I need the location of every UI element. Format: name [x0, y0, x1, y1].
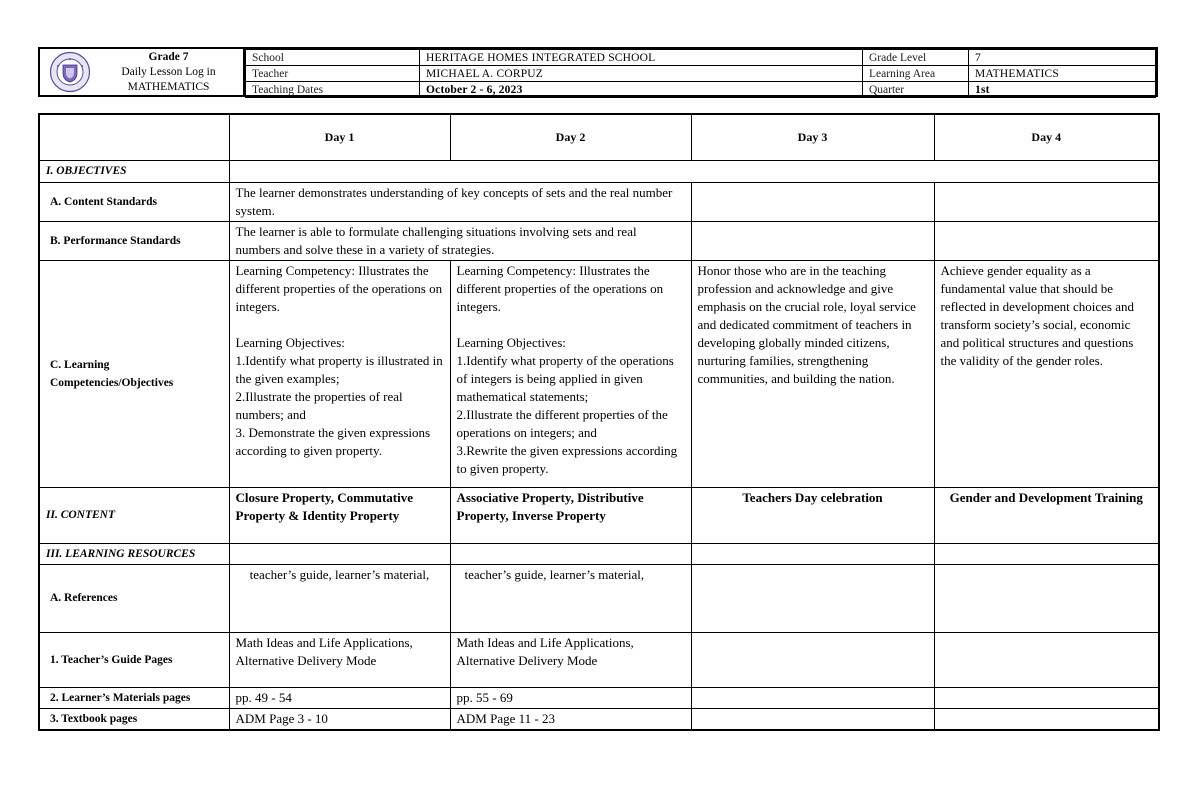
learners-materials-label: 2. Learner’s Materials pages [39, 687, 229, 708]
deped-seal-icon [40, 51, 100, 93]
title-log: Daily Lesson Log in [121, 65, 216, 78]
textbook-day1: ADM Page 3 - 10 [229, 708, 450, 730]
objectives-section-row [39, 160, 1159, 182]
performance-standards-day3 [691, 221, 934, 260]
textbook-day3 [691, 708, 934, 730]
lesson-log-table [38, 113, 1160, 731]
quarter-label: Quarter [863, 82, 969, 98]
resources-day4-blank [934, 543, 1159, 564]
resources-day3-blank [691, 543, 934, 564]
teachers-guide-day2: Math Ideas and Life Applications, Alternative Delivery Mode [450, 632, 691, 687]
blank-corner-cell [39, 114, 229, 160]
content-standards-day3 [691, 182, 934, 221]
header-info-table [245, 49, 1156, 98]
learning-area-label: Learning Area [863, 66, 969, 82]
comp-day2-line: 1.Identify what property of the operations of integers is being applied in given mathematical statements; [456, 352, 674, 404]
competencies-day4: Achieve gender equality as a fundamental value that should be reflected in development choices and transform society’s social, economic and political structures and questions the validity of the gender roles. [934, 260, 1159, 487]
learners-materials-day4 [934, 687, 1159, 708]
references-day2: teacher’s guide, learner’s material, [450, 564, 691, 632]
performance-standards-row [39, 221, 1159, 260]
performance-standards-text: The learner is able to formulate challenging situations involving sets and real numbers and solve these in a variety of strategies. [229, 221, 691, 260]
learners-materials-day3 [691, 687, 934, 708]
content-standards-text: The learner demonstrates understanding of key concepts of sets and the real number system. [229, 182, 691, 221]
performance-standards-day4 [934, 221, 1159, 260]
content-day1: Closure Property, Commutative Property & Identity Property [229, 487, 450, 543]
textbook-day4 [934, 708, 1159, 730]
references-day4 [934, 564, 1159, 632]
textbook-label: 3. Textbook pages [39, 708, 229, 730]
content-standards-day4 [934, 182, 1159, 221]
teachers-guide-day1: Math Ideas and Life Applications, Alternative Delivery Mode [229, 632, 450, 687]
day-3-header: Day 3 [691, 114, 934, 160]
teachers-guide-label: 1. Teacher’s Guide Pages [39, 632, 229, 687]
comp-day1-line: 1.Identify what property is illustrated in the given examples; [235, 352, 443, 386]
comp-day1-line: 3. Demonstrate the given expressions according to given property. [235, 424, 431, 458]
content-row [39, 487, 1159, 543]
teachers-guide-day3 [691, 632, 934, 687]
learners-materials-day2: pp. 55 - 69 [450, 687, 691, 708]
competencies-day1 [229, 260, 450, 487]
school-value: HERITAGE HOMES INTEGRATED SCHOOL [420, 50, 863, 66]
teacher-label: Teacher [246, 66, 420, 82]
comp-day2-line: 3.Rewrite the given expressions according to given property. [456, 442, 678, 476]
performance-standards-label: B. Performance Standards [39, 221, 229, 260]
grade-level-label: Grade Level [863, 50, 969, 66]
references-label: A. References [39, 564, 229, 632]
school-label: School [246, 50, 420, 66]
day-header-row [39, 114, 1159, 160]
objectives-section-label: I. OBJECTIVES [39, 160, 229, 182]
day-1-header: Day 1 [229, 114, 450, 160]
content-standards-label: A. Content Standards [39, 182, 229, 221]
competencies-day3: Honor those who are in the teaching profession and acknowledge and give emphasis on the crucial role, loyal service and dedicated commitment of teachers in developing globally minded citizens, nurturing families, strengthening communities, and building the nation. [691, 260, 934, 487]
resources-section-row [39, 543, 1159, 564]
competencies-row [39, 260, 1159, 487]
content-section-label: II. CONTENT [39, 487, 229, 543]
content-day3: Teachers Day celebration [691, 487, 934, 543]
header-title-block [40, 49, 245, 95]
dll-header [38, 47, 1158, 97]
references-day1: teacher’s guide, learner’s material, [229, 564, 450, 632]
dates-value: October 2 - 6, 2023 [420, 82, 863, 98]
day-4-header: Day 4 [934, 114, 1159, 160]
textbook-row [39, 708, 1159, 730]
dates-label: Teaching Dates [246, 82, 420, 98]
resources-day2-blank [450, 543, 691, 564]
comp-day2-line [457, 316, 685, 334]
day-2-header: Day 2 [450, 114, 691, 160]
content-day2: Associative Property, Distributive Property, Inverse Property [450, 487, 691, 543]
grade-level-value: 7 [969, 50, 1156, 66]
comp-day2-line: Learning Competency: Illustrates the different properties of the operations on integers. [456, 262, 664, 314]
teachers-guide-row [39, 632, 1159, 687]
header-title [100, 50, 243, 95]
comp-day2-line: 2.Illustrate the different properties of the operations on integers; and [456, 406, 668, 440]
learning-area-value: MATHEMATICS [969, 66, 1156, 82]
learners-materials-day1: pp. 49 - 54 [229, 687, 450, 708]
content-standards-row [39, 182, 1159, 221]
comp-day2-line: Learning Objectives: [456, 334, 566, 350]
resources-day1-blank [229, 543, 450, 564]
teacher-value: MICHAEL A. CORPUZ [420, 66, 863, 82]
comp-day1-line [236, 316, 444, 334]
comp-day1-line: 2.Illustrate the properties of real numbers; and [235, 388, 403, 422]
quarter-value: 1st [969, 82, 1156, 98]
competencies-day2 [450, 260, 691, 487]
title-subject: MATHEMATICS [127, 80, 210, 93]
textbook-day2: ADM Page 11 - 23 [450, 708, 691, 730]
comp-day1-line: Learning Objectives: [235, 334, 345, 350]
resources-section-label: III. LEARNING RESOURCES [39, 543, 229, 564]
references-row [39, 564, 1159, 632]
references-day3 [691, 564, 934, 632]
competencies-label: C. Learning Competencies/Objectives [39, 260, 229, 487]
comp-day1-line: Learning Competency: Illustrates the different properties of the operations on integers. [235, 262, 443, 314]
objectives-section-blank [229, 160, 1159, 182]
title-grade: Grade 7 [148, 50, 189, 63]
learners-materials-row [39, 687, 1159, 708]
teachers-guide-day4 [934, 632, 1159, 687]
content-day4: Gender and Development Training [934, 487, 1159, 543]
